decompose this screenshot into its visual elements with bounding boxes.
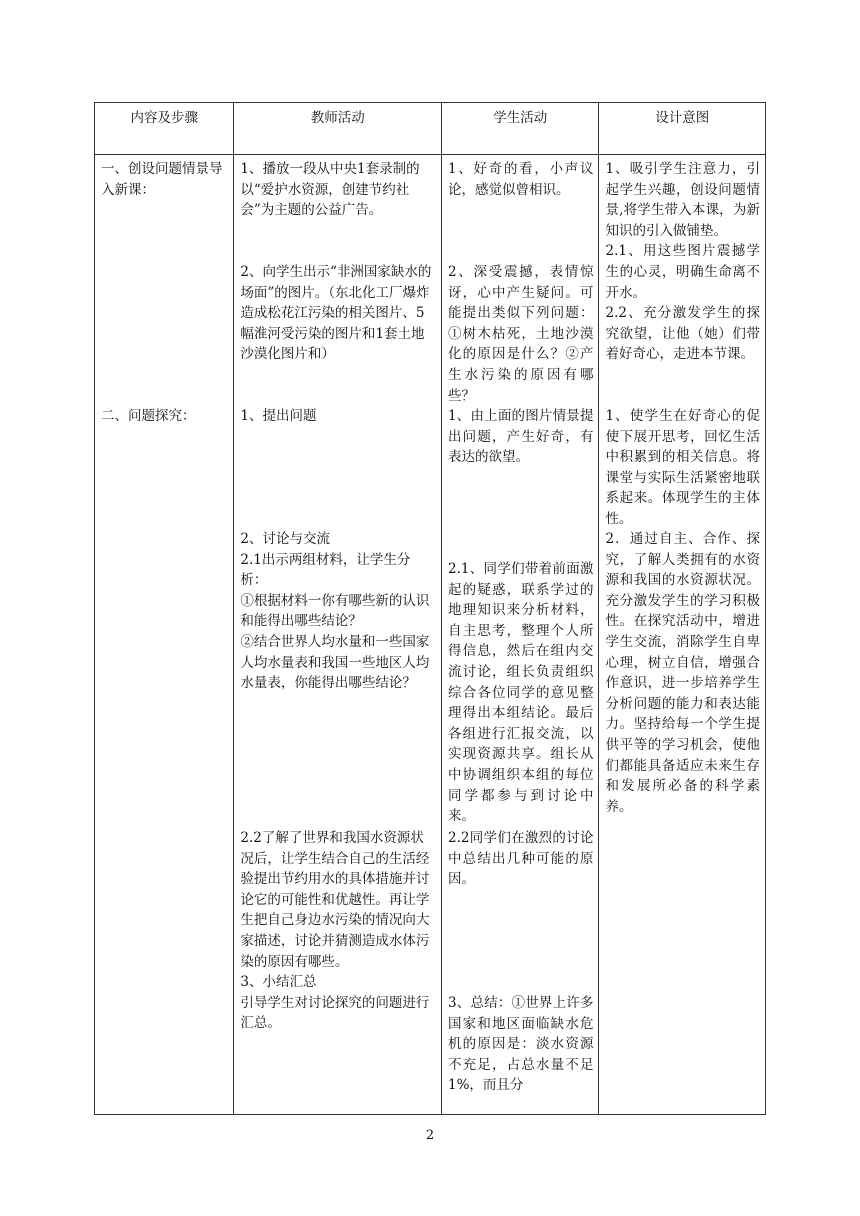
student-activity-6: 3、总结：①世界上许多国家和地区面临缺水危机的原因是：淡水资源不充足，占总水量不足1%，而且分 [448, 995, 594, 1094]
design-intent-3: 2．通过自主、合作、探究，了解人类拥有的水资源和我国的水资源状况。充分激发学生的学习积极性。在探究活动中，增进学生交流，消除学生自卑心理，树立自信，增强合作意识，进一步培养学生分析问题的能力和表达能力。坚持给每一个学生提供平等的学习机会，使他们都能具备适应未来生存和发展所必备的科学素养。 [605, 531, 760, 815]
design-intent-cell [599, 155, 766, 1115]
design-intent-2: 1、使学生在好奇心的促使下展开思考，回忆生活中积累到的相关信息。将课堂与实际生活紧密地联系起来。体现学生的主体性。 [605, 408, 760, 527]
header-student-activity: 学生活动 [442, 103, 599, 155]
table-header-row [95, 103, 766, 155]
page-number: 2 [425, 1128, 435, 1143]
header-content-steps: 内容及步骤 [95, 103, 234, 155]
student-activity-5: 2.2同学们在激烈的讨论中总结出几种可能的原因。 [448, 830, 594, 888]
student-activity-2: 2、深受震撼，表情惊讶，心中产生疑问。可能提出类似下列问题：①树木枯死，土地沙漠化的原因是什么？②产生水污染的原因有哪些？ [448, 264, 594, 404]
student-activity-4: 2.1、同学们带着前面激起的疑惑，联系学过的地理知识来分析材料，自主思考，整理个人所得信息，然后在组内交流讨论，组长负责组织综合各位同学的意见整理得出本组结论。最后各组进行汇报交流，以实现资源共享。组长从中协调组织本组的每位同学都参与到讨论中来。 [448, 561, 594, 825]
lesson-plan-table [94, 102, 766, 1115]
student-activity-cell [442, 155, 599, 1115]
teacher-activity-2: 2、向学生出示“非洲国家缺水的场面”的图片。（东北化工厂爆炸造成松花江污染的相关图片、5幅淮河受污染的图片和1套土地沙漠化图片和） [240, 264, 432, 363]
header-teacher-activity: 教师活动 [234, 103, 442, 155]
teacher-activity-1: 1、播放一段从中央1套录制的以“爱护水资源，创建节约社会”为主题的公益广告。 [240, 161, 420, 219]
step-2-text: 二、问题探究： [101, 408, 196, 424]
step-1-text: 一、创设问题情景导入新课： [101, 161, 223, 198]
teacher-activity-5: 2.2了解了世界和我国水资源状况后，让学生结合自己的生活经验提出节约用水的具体措施并讨论它的可能性和优越性。再让学生把自己身边水污染的情况向大家描述，讨论并猜测造成水体污染的原因有哪些。 3、小结汇总 引导学生对讨论探究的问题进行汇总。 [240, 830, 430, 1032]
student-activity-3: 1、由上面的图片情景提出问题，产生好奇，有表达的欲望。 [448, 408, 594, 466]
content-steps-cell [95, 155, 234, 1115]
teacher-activity-cell [234, 155, 442, 1115]
teacher-activity-4: 2、讨论与交流 2.1出示两组材料，让学生分析： ①根据材料一你有哪些新的认识和能得出哪些结论？ ②结合世界人均水量和一些国家人均水量表和我国一些地区人均水量表，你能得出哪些结论？ [240, 531, 430, 692]
teacher-activity-3: 1、提出问题 [240, 408, 317, 424]
design-intent-1: 1、吸引学生注意力，引起学生兴趣，创设问题情景,将学生带入本课，为新知识的引入做铺垫。 2.1、用这些图片震撼学生的心灵，明确生命离不开水。 2.2、充分激发学生的探究欲望，让他（她）们带着好奇心，走进本节课。 [605, 161, 760, 363]
header-design-intent: 设计意图 [599, 103, 766, 155]
student-activity-1: 1、好奇的看，小声议论，感觉似曾相识。 [448, 161, 594, 198]
table-row [95, 155, 766, 1115]
